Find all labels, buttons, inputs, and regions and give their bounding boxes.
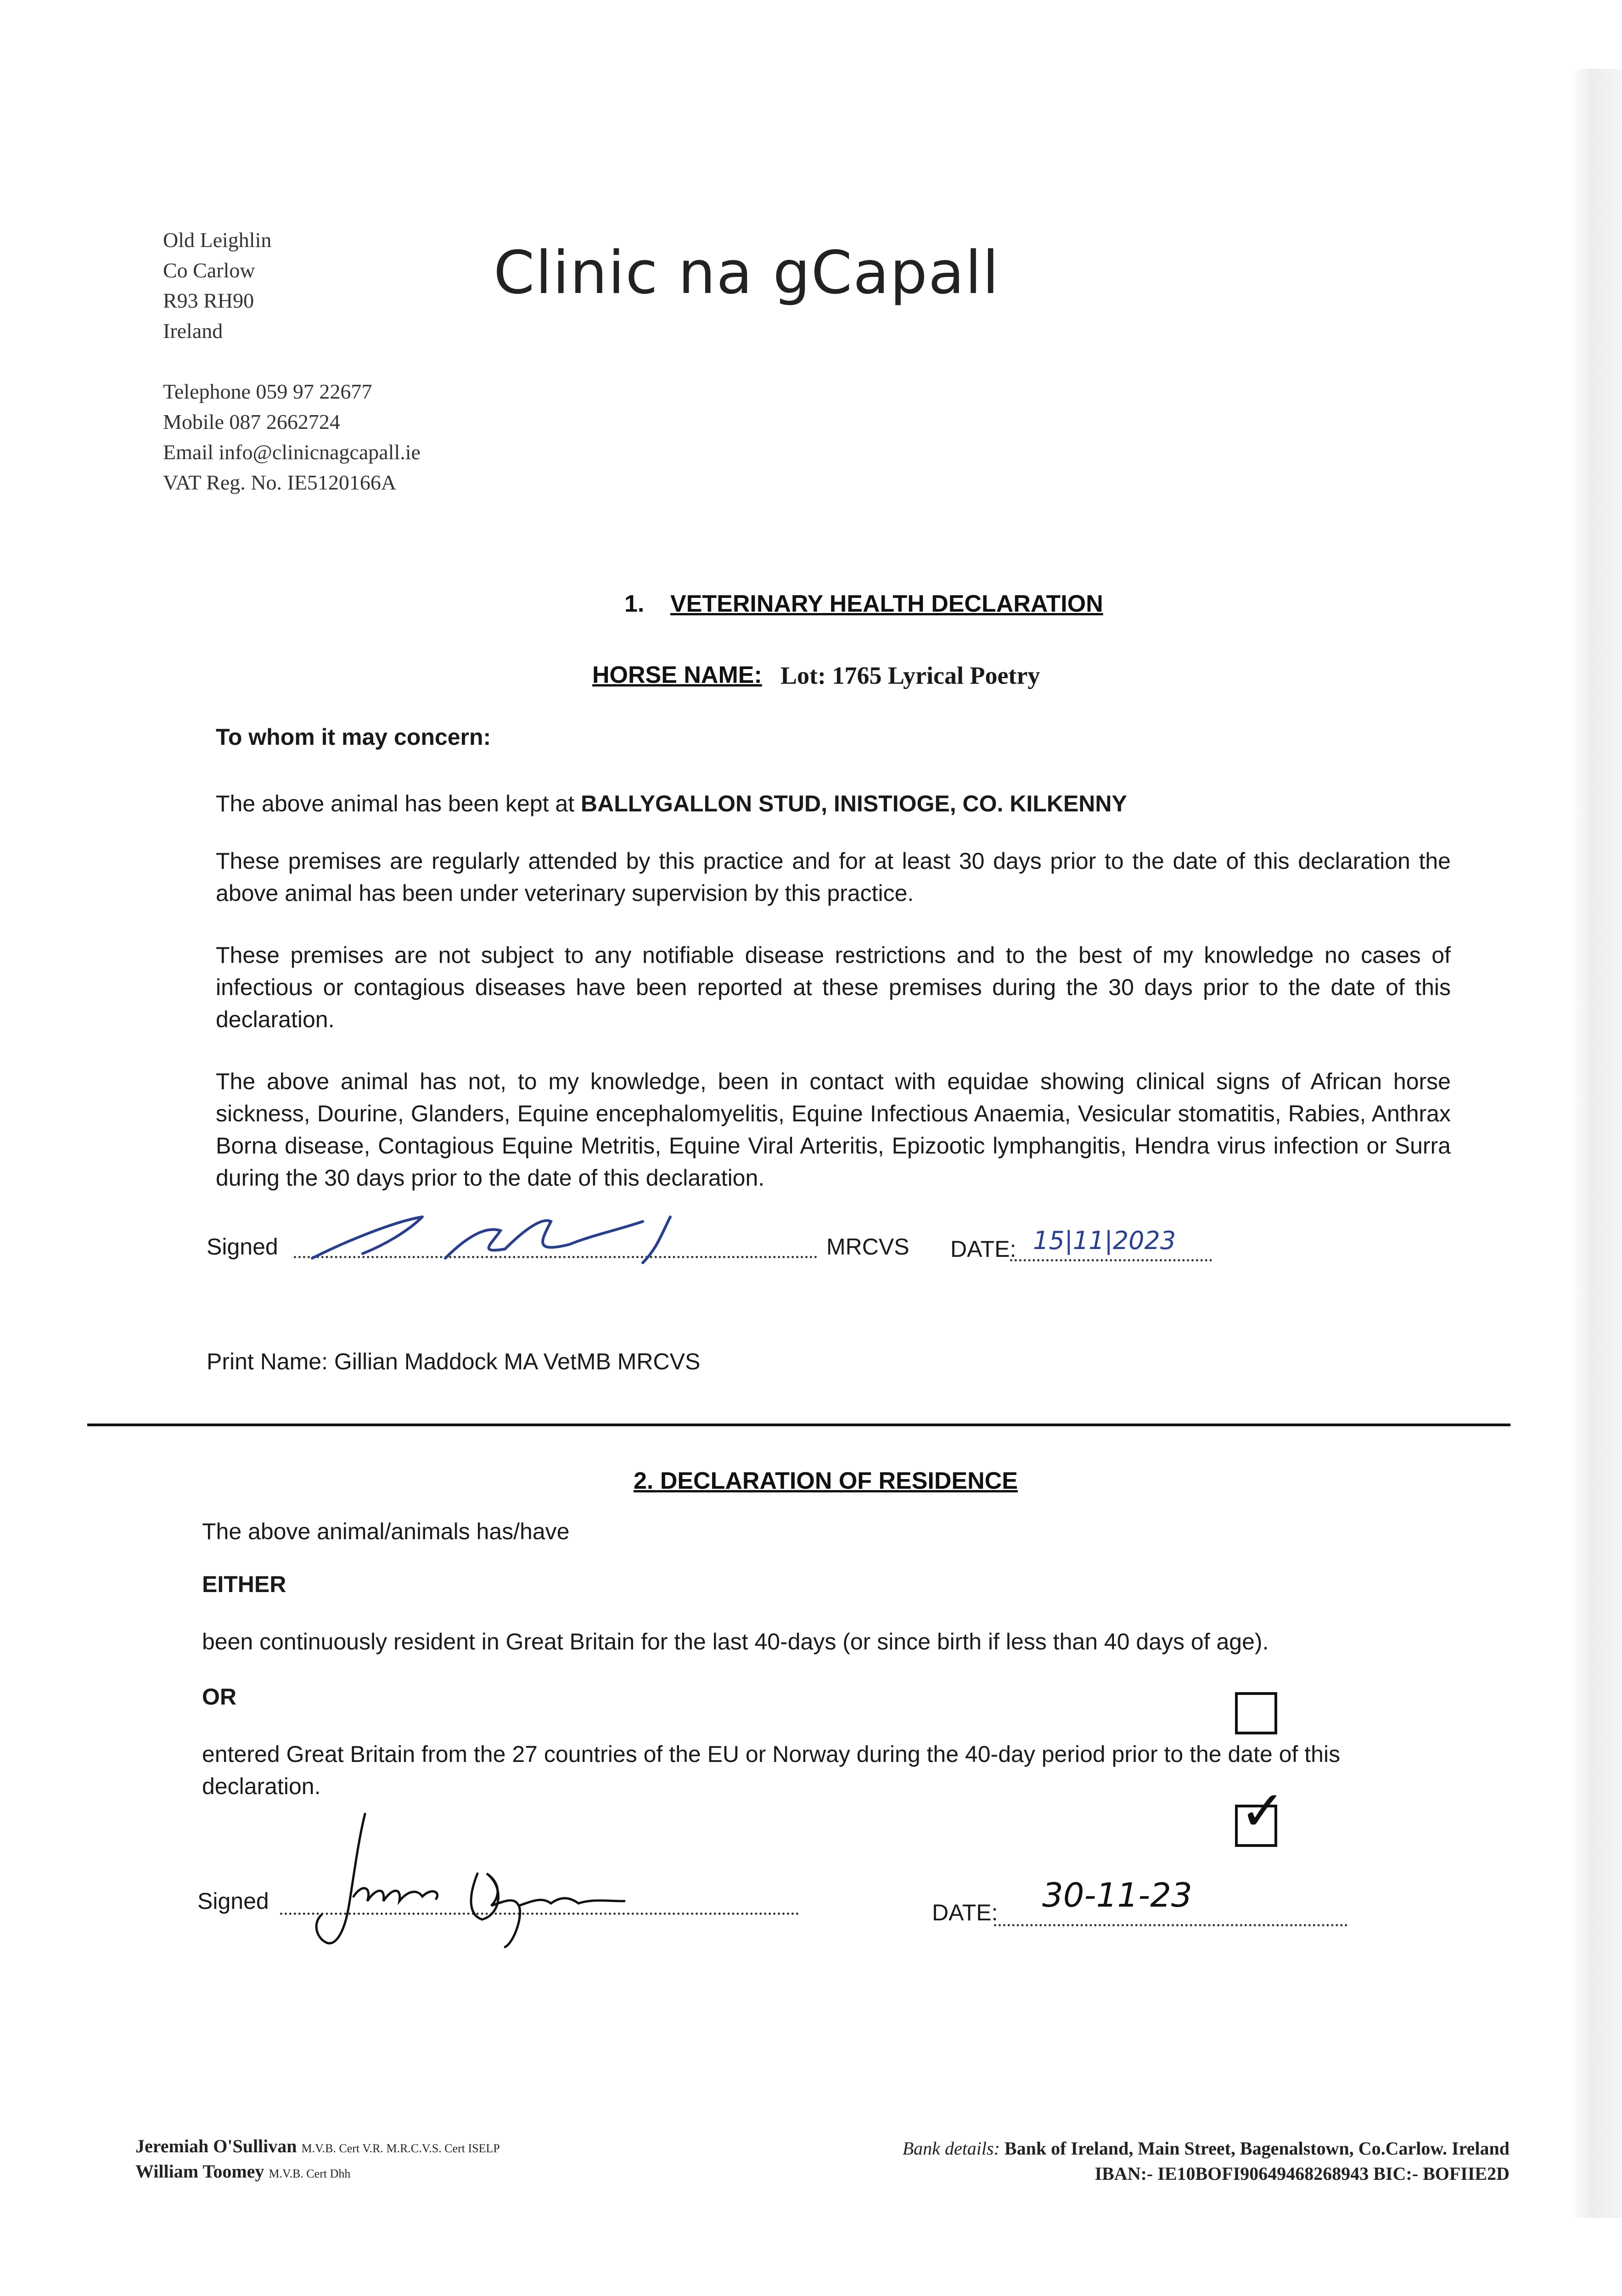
date-label-1: DATE: xyxy=(950,1236,1016,1262)
date-value-1: 15|11|2023 xyxy=(1033,1226,1176,1255)
horse-name-label: HORSE NAME: xyxy=(592,662,762,688)
address-line: R93 RH90 xyxy=(163,289,254,312)
bank-value: Bank of Ireland, Main Street, Bagenalstown, Co.Carlow. Ireland xyxy=(1004,2138,1510,2159)
section2-title: 2. DECLARATION OF RESIDENCE xyxy=(634,1468,1018,1494)
date-label-2: DATE: xyxy=(932,1900,998,1925)
kept-location: BALLYGALLON STUD, INISTIOGE, CO. KILKENNY xyxy=(581,791,1127,816)
iban-bic: IBAN:- IE10BOFI90649468268943 BIC:- BOFIIE2D xyxy=(1094,2163,1510,2184)
scan-edge-shadow xyxy=(1571,69,1622,2218)
paragraph-no-contact: The above animal has not, to my knowledge, been in contact with equidae showing clinical signs of African horse sickness, Dourine, Glanders, Equine encephalomyelitis, Equine Infectious Anaemia, Vesicular stomatitis, Rabies, Anthrax Borna disease, Contagious Equine Metritis, Equine Viral Arteritis, Epizootic lymphangitis, Hendra virus infection or Surra during the 30 days prior to the date of this declaration. xyxy=(216,1069,1451,1191)
address-line: Old Leighlin xyxy=(163,228,272,252)
vet2-quals: M.V.B. Cert Dhh xyxy=(269,2167,351,2180)
kept-prefix: The above animal has been kept at xyxy=(216,791,575,816)
vet2 xyxy=(135,2161,350,2182)
date-line-2 xyxy=(994,1924,1347,1926)
bank-label: Bank details: xyxy=(902,2138,1000,2159)
option1-checkbox[interactable] xyxy=(1235,1692,1277,1734)
date-value-2: 30-11-23 xyxy=(1042,1876,1192,1914)
mrcvs-label: MRCVS xyxy=(826,1234,909,1260)
paragraph-supervision: These premises are regularly attended by this practice and for at least 30 days prior to the date of this declaration the above animal has been under veterinary supervision by this practice. xyxy=(216,848,1451,906)
salutation: To whom it may concern: xyxy=(216,724,491,750)
option-entered-from-eu: entered Great Britain from the 27 countries of the EU or Norway during the 40-day period prior to the date of this declaration. xyxy=(202,1741,1341,1799)
option2-checkmark: ✓ xyxy=(1240,1779,1286,1843)
contact-line: Telephone 059 97 22677 xyxy=(163,380,372,403)
paragraph-no-restrictions: These premises are not subject to any notifiable disease restrictions and to the best of my knowledge no cases of infectious or contagious diseases have been reported at these premises during the 30 days prior to the date of this declaration. xyxy=(216,942,1451,1032)
either-label: EITHER xyxy=(202,1571,286,1597)
declarant-signature xyxy=(285,1805,634,1956)
or-label: OR xyxy=(202,1684,236,1710)
contact-line: Mobile 087 2662724 xyxy=(163,410,340,433)
kept-at-line xyxy=(216,788,1455,820)
vet1 xyxy=(135,2135,500,2157)
vet2-name: William Toomey xyxy=(135,2161,264,2182)
vet-signature xyxy=(294,1203,799,1272)
section1-number: 1. xyxy=(624,591,645,617)
clinic-contacts xyxy=(163,377,421,498)
section1-title: VETERINARY HEALTH DECLARATION xyxy=(670,591,1103,617)
residence-intro: The above animal/animals has/have xyxy=(202,1519,570,1544)
vet1-name: Jeremiah O'Sullivan xyxy=(135,2136,297,2156)
address-line: Co Carlow xyxy=(163,259,255,282)
option-continuous-residence: been continuously resident in Great Britain for the last 40-days (or since birth if less than 40 days of age). xyxy=(202,1629,1269,1654)
clinic-logo: Clinic na gCapall xyxy=(494,239,1000,307)
clinic-address xyxy=(163,225,271,346)
contact-line: Email info@clinicnagcapall.ie xyxy=(163,440,421,464)
vet1-quals: M.V.B. Cert V.R. M.R.C.V.S. Cert ISELP xyxy=(301,2142,500,2155)
bank-details xyxy=(903,2138,1510,2159)
print-name: Print Name: Gillian Maddock MA VetMB MRCVS xyxy=(207,1349,701,1374)
date-line-1 xyxy=(1010,1259,1212,1261)
contact-line: VAT Reg. No. IE5120166A xyxy=(163,471,397,494)
section-divider xyxy=(87,1424,1510,1426)
address-line: Ireland xyxy=(163,319,223,343)
signed-label-1: Signed xyxy=(207,1234,278,1260)
signed-label-2: Signed xyxy=(197,1888,269,1914)
horse-name-value: Lot: 1765 Lyrical Poetry xyxy=(780,662,1040,689)
